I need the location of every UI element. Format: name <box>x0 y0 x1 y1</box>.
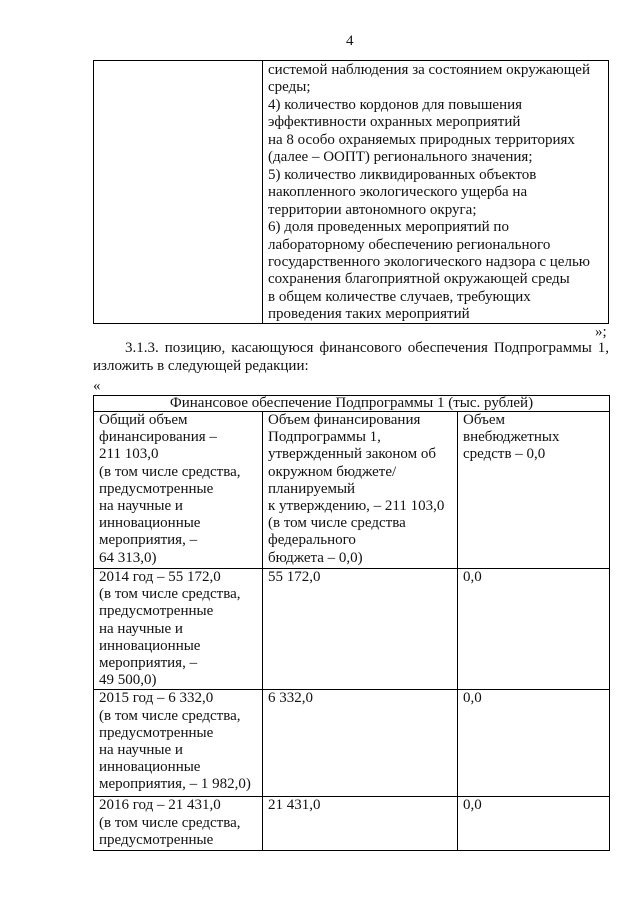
indicator-text-line: 6) доля проведенных мероприятий по <box>268 219 509 236</box>
indicator-text-line: системой наблюдения за состоянием окружающей <box>268 62 590 78</box>
total-financing-cell: 2015 год – 6 332,0 (в том числе средства, предусмотренные на научные и инновационные мероприятия, – 1 982,0) <box>94 690 263 797</box>
extrabudgetary-financing-cell: 0,0 <box>458 569 610 690</box>
total-financing-cell: Общий объем финансирования – 211 103,0 (в том числе средства, предусмотренные на научные и инновационные мероприятия, – 64 313,0) <box>94 412 263 569</box>
continuation-table-left-cell <box>94 61 262 323</box>
indicator-text-line: эффективности охранных мероприятий <box>268 114 521 131</box>
financing-row-2016 <box>94 797 610 851</box>
budget-financing-cell: 6 332,0 <box>263 690 458 797</box>
page-number: 4 <box>346 33 354 49</box>
indicator-text-line: 4) количество кордонов для повышения <box>268 96 523 113</box>
indicator-text-line: проведения таких мероприятий <box>268 306 470 323</box>
budget-financing-cell: 21 431,0 <box>263 797 458 851</box>
indicator-text-line: в общем количестве случаев, требующих <box>268 288 531 305</box>
financing-row-summary <box>94 412 610 569</box>
extrabudgetary-financing-cell: 0,0 <box>458 797 610 851</box>
indicator-text-line: государственного экологического надзора с целью <box>268 253 590 270</box>
budget-financing-cell: 55 172,0 <box>263 569 458 690</box>
financing-table-header-row <box>94 396 610 412</box>
total-financing-cell: 2016 год – 21 431,0 (в том числе средства, предусмотренные <box>94 797 263 851</box>
indicator-text-line: территории автономного округа; <box>268 201 477 218</box>
financing-row-2015 <box>94 690 610 797</box>
opening-quote: « <box>93 378 101 394</box>
indicator-text-line: накопленного экологического ущерба на <box>268 184 528 201</box>
indicator-text-line: среды; <box>268 79 311 96</box>
financing-row-2014 <box>94 569 610 690</box>
closing-quote: »; <box>595 324 607 340</box>
indicator-text-line: лабораторному обеспечению регионального <box>268 236 551 253</box>
indicator-text-line: на 8 особо охраняемых природных территориях <box>268 131 575 148</box>
indicator-text-line: сохранения благоприятной окружающей среды <box>268 271 570 288</box>
continuation-table-right-cell <box>262 61 608 323</box>
budget-financing-cell: Объем финансирования Подпрограммы 1, утвержденный законом об окружном бюджете/ планируемый к утверждению, – 211 103,0 (в том числе средства федерального бюджета – 0,0) <box>263 412 458 569</box>
financing-table-header: Финансовое обеспечение Подпрограммы 1 (тыс. рублей) <box>94 396 610 412</box>
indicator-text-line: 5) количество ликвидированных объектов <box>268 166 537 183</box>
continuation-table <box>93 60 609 324</box>
extrabudgetary-financing-cell: 0,0 <box>458 690 610 797</box>
extrabudgetary-financing-cell: Объем внебюджетных средств – 0,0 <box>458 412 610 569</box>
financing-table <box>93 395 610 851</box>
amendment-paragraph-line-2: изложить в следующей редакции: <box>93 358 309 374</box>
amendment-paragraph-line-1: 3.1.3. позицию, касающуюся финансового обеспечения Подпрограммы 1, <box>125 340 609 356</box>
indicator-text-line: (далее – ООПТ) регионального значения; <box>268 149 533 166</box>
total-financing-cell: 2014 год – 55 172,0 (в том числе средства, предусмотренные на научные и инновационные мероприятия, – 49 500,0) <box>94 569 263 690</box>
